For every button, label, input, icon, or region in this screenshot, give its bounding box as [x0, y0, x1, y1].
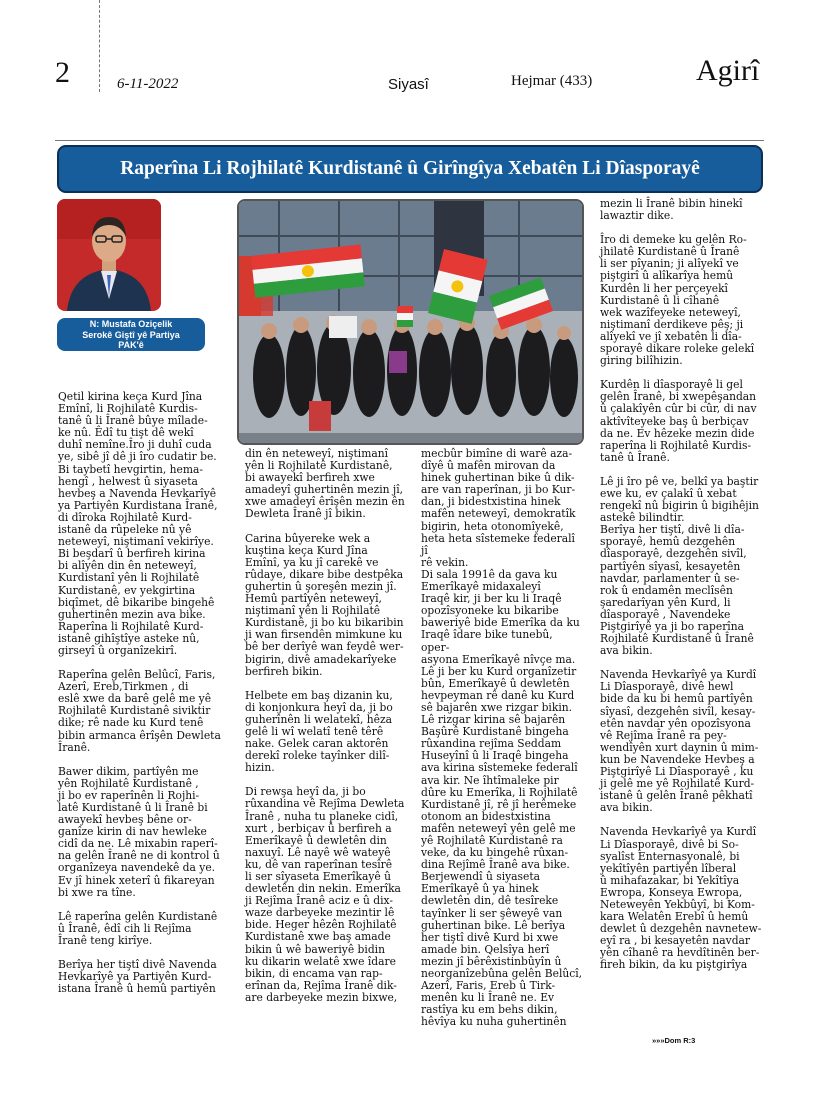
author-portrait-icon [57, 199, 161, 311]
article-title: Raperîna Li Rojhilatê Kurdistanê û Girîngîya Xebatên Li Dîasporayê [57, 145, 763, 193]
protest-photo [237, 199, 584, 445]
article-column-4 [600, 198, 766, 984]
paragraph: Helbete em baş dizanin ku, di konjonkura heyî da, ji bo guherînên li welatekî, hêza gelê li wî welatî tenê têrê nake. Gelek caran aktorên derekî roleke tayînker dilî- hizin. [245, 688, 393, 775]
author-role: Serokê Giştî yê Partiya [82, 329, 180, 340]
issue-date: 6-11-2022 [117, 76, 179, 92]
newspaper-name: Agirî [696, 54, 760, 87]
paragraph: mezin li Îranê bibin hinekî lawaztir dike. [600, 197, 743, 223]
paragraph: Berîya her tiştî divê Navenda Hevkarîyê ya Partiyên Kurd- istana Îranê û hemû partiyên [58, 958, 217, 996]
paragraph: Kurdên li dîasporayê li gel gelên Îranê, bi xwepêşandan û çalakîyên cûr bi cûr, di nav aktîvîteyeke baş û berbiçav da ne. Ev hêzeke mezin dide raperîna li Rojhilatê Kurdis- tanê û Îranê. [600, 378, 757, 464]
paragraph: Di rewşa heyî da, ji bo rûxandina vê Rejîma Dewleta Îranê , nuha tu planeke cidî, xurt , berbiçav û berfireh a Emerîkayê û dewletên din naxuyî. Lê nayê wê wateyê ku, dê van raperînan tesîrê li ser sîyaseta Emerîkayê û dewletên din nekin. Emerîka ji Rejîma Îranê aciz e û dix- waze darbeyeke mezintir lê bide. Heger hêzên Rojhilatê Kurdistanê xwe baş amade bikin û wê baweriyê bidin ku dikarin welatê xwe îdare bikin, di encama van rap- erînan da, Rejîma Îranê dik- are darbeyeke mezin bixwe, [245, 785, 405, 1004]
article-column-2 [245, 448, 407, 1016]
paragraph: Raperîna gelên Belûcî, Faris, Azerî, Ereb,Tirkmen , di eslê xwe da barê gelê me yê Rojhilatê Kurdistanê siviktir dike; rê nade ku Kurd tenê bibin armanca êrîşên Dewleta Îranê. [58, 668, 221, 754]
protest-photo-icon [239, 201, 582, 443]
paragraph: Navenda Hevkarîyê ya Kurdî Li Dîasporayê, divê hewl bide da ku bi hemû partîyên sîyasî, dezgehên sivîl, kesay- etên navdar yên opozîsyona vê Rejîma Îranê ra pey- wendîyên xurt daynin û mim- kun be Navendeke Hevbeş a Piştgirîyê Li Dîasporayê , ku ji gelê me yê Rojhilatê Kurd- istanê û gelên Îranê pêkhatî ava bikin. [600, 668, 759, 815]
paragraph: Lê raperîna gelên Kurdistanê û Îranê, êdî cih li Rejîma Îranê teng kirîye. [58, 909, 218, 947]
paragraph: Lê ji îro pê ve, belkî ya baştir ewe ku, ev çalakî û xebat rengekî nû bigirin û bigihêjin astekê bilindtir. Berîya her tiştî, divê li dîa- sporayê, hemû dezgehên dîasporayê, dezgehên sivîl, partîyên sîyasî, kesayetên navdar, parlamenter û se- rok û endamên meclîsên şaredarîyan yên Kurd, li dîasporayê , Navendeke Piştgirîyê ya ji bo raperîna Rojhilatê Kurdistanê û Îranê ava bikin. [600, 474, 759, 658]
header-rule [55, 140, 764, 141]
paragraph: Navenda Hevkarîyê ya Kurdî Li Dîasporayê, divê bi So- syalîst Enternasyonalê, bi yekîtîyên partiyên lîberal û mihafazakar, bi Yekîtîya Ewropa, Konseya Ewropa, Neteweyên Yekbûyî, bi Kom- kara Welatên Erebî û hemû dewlet û dezgehên navnetew- eyî ra , bi kesayetên navdar yên cîhanê ra hevdîtinên ber- fireh bikin, da ku piştgirîya [600, 825, 762, 972]
header-divider [99, 0, 100, 92]
paragraph: Îro di demeke ku gelên Ro- jhilatê Kurdistanê û Îranê li ser pîyanin; ji alîyekî ve piştgirî û alîkarîya hemû Kurdên li her perçeyekî Kurdistanê û li cîhanê wek wazîfeyeke neteweyî, niştimanî derdikeve pêş; ji alîyekî ve jî xebatên li dîa- sporayê dikare roleke gelekî giring bilîhizin. [600, 233, 755, 368]
article-column-1 [58, 391, 224, 1007]
continued-marker: »»»Dom R:3 [652, 1036, 696, 1045]
article-column-3 [421, 448, 584, 1041]
author-party: PAK'ê [118, 340, 144, 350]
author-name: N: Mustafa Oziçelik [89, 319, 173, 329]
author-byline [57, 318, 205, 351]
paragraph: Qetil kirina keça Kurd Jîna Emînî, li Rojhilatê Kurdis- tanê û li Îranê bûye mîlade- ke nû. Êdî tu tişt dê wekî duhî nemîne.Îro ji duhî cuda ye, sibê jî dê ji îro cudatir be. Bi taybetî hevgirtin, hema- hengî , helwest û siyaseta hevbeş a Navenda Hevkarîyê ya Partiyên Kurdistana Îranê, di dîroka Rojhilatê Kurd- istanê da rûpeleke nû yê neteweyî, niştimanî vekirîye. Bi beşdarî û berfireh kirina bi alîyên din ên neteweyî, Kurdistanî yên li Rojhilatê Kurdistanê, ev yekgirtina biqîmet, dê bikaribe bingehê guhertinên mezin ava bike. Raperîna li Rojhilatê Kurd- istanê gihîştîye asteke nû, girseyî û organîzekirî. [58, 390, 218, 657]
paragraph: Carina bûyereke wek a kuştina keça Kurd Jîna Emînî, ya ku jî carekê ve rûdaye, dikare bibe destpêka guhertin û şoreşên mezin jî. Hemû partîyên neteweyî, niştimanî yên li Rojhilatê Kurdistanê, ji bo ku bikaribin ji wan firsendên mimkune ku bê ber derîyê wan feydê wer- bigirin, divê amadekarîyeke berfireh bikin. [245, 531, 404, 678]
paragraph: Bawer dikim, partîyên me yên Rojhilatê Kurdistanê , ji bo ev raperînên li Rojhi- latê Kurdistanê û li Îranê bi awayekî hevbeş bêne or- ganîze kirin di nav hewleke cidî da ne. Lê mixabin raperî- na gelên Îranê ne di kontrol û organîzeya navendekê da ye. Ev jî hinek xeterî û fikareyan bi xwe ra tîne. [58, 764, 220, 899]
author-photo [57, 199, 161, 311]
page-number: 2 [55, 56, 70, 89]
section-name: Siyasî [388, 76, 429, 93]
issue-number: Hejmar (433) [511, 73, 593, 89]
paragraph: mecbûr bimîne di warê aza- dîyê û mafên mirovan da hinek guhertinan bike û dik- are van raperînan, ji bo Kur- dan, ji bidestxistina hinek mafên neteweyî, demokratîk bigirin, heta otonomîyekê, heta heta sîstemeke federalî jî rê vekin. Di sala 1991ê da gava ku Emerîkayê midaxaleyî Iraqê kir, ji ber ku li Iraqê opozîsyoneke ku bikaribe baweriyê bide Emerîka da ku Iraqê îdare bike tunebû, oper- asyona Emerîkayê nîvçe ma. Lê ji ber ku Kurd organîzetir bûn, Emerîkayê û dewletên hevpeyman rê danê ku Kurd sê bajarên xwe rizgar bikin. Lê rizgar kirina sê bajarên Başûrê Kurdistanê bingeha rûxandina rejîma Seddam Huseyînî û li Iraqê bingeha ava kirina sîstemeke federalî ava kir. Ne îhtîmaleke pir dûre ku Emerîka, li Rojhilatê Kurdistanê jî, rê jî herêmeke otonom an bidestxistina mafên neteweyî yên gelê me yê Rojhilatê Kurdistanê ra veke, da ku bingehê rûxan- dina Rejîmê Îranê ava bike. Berjewendî û siyaseta Emerîkayê û ya hinek dewletên din, dê tesîreke tayînker li ser şêweyê van guhertinan bike. Lê berîya her tiştî divê Kurd bi xwe amade bin. Qelsîya herî mezin jî bêrêxistinbûyîn û neorganîzebûna gelên Belûcî, Azerî, Faris, Ereb û Tirk- menên ku li Îranê ne. Ev rastîya ku em behs dikin, hêvîya ku nuha guhertinên [421, 447, 583, 1029]
paragraph: din ên neteweyî, niştimanî yên li Rojhilatê Kurdistanê, bi awayekî berfireh xwe amadeyî guhertinên mezin jî, xwe amadeyî êrîşên mezin ên Dewleta Îranê jî bikin. [245, 447, 405, 521]
